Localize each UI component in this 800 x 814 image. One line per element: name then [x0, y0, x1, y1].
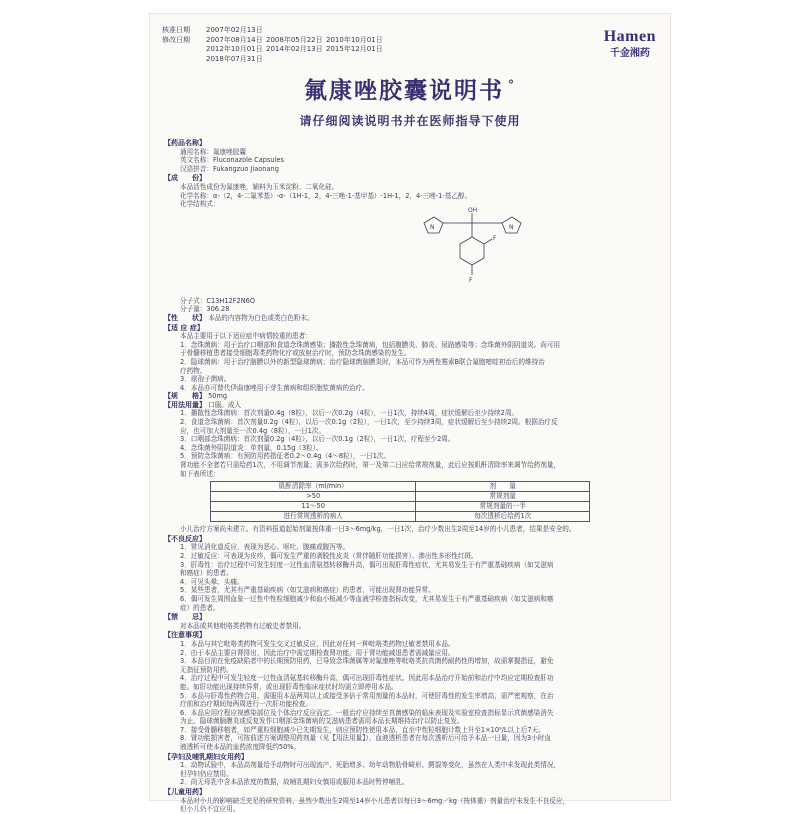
- revision-date: 2010年10月01日: [326, 35, 383, 44]
- adverse-line: 5．某些患者，尤其有严重基础疾病（如艾滋病和癌症）的患者，可能出现肾功能异常。: [180, 586, 435, 595]
- brand-name-en: Hamen: [603, 28, 656, 45]
- date-block: [162, 26, 386, 64]
- section-heading-character: 【性 状】: [164, 313, 206, 322]
- document-title: [150, 72, 670, 105]
- adverse-line: 6．偶可发生周围血象一过性中性粒细胞减少和血小板减少等血液学检查指标改变，尤其易发生于有严重基础疾病（如艾滋病和癌: [180, 594, 554, 603]
- brand-name-cn: 千金湘药: [609, 48, 650, 59]
- precaution-line: 无指征预防用药。: [180, 665, 233, 674]
- drug-name-line: 汉语拼音：Fukangzuo Jiaonang: [180, 164, 279, 173]
- revision-date: 2014年02月13日: [266, 45, 323, 53]
- table-header-cell: 肌酐清除率（ml/min）: [211, 482, 416, 492]
- precaution-line: 能。如肝功能出现持续异常，或出现肝毒性临床症状时均需立即停用本品。: [180, 682, 398, 691]
- section-heading-adverse: 【不良反应】: [164, 534, 206, 543]
- dosage-line: 5．预防念珠菌病：有预防用药指征者0.2～0.4g（4～8粒），一日1次。: [180, 452, 391, 461]
- dosage-line: 应，也可加大剂量至一次0.4g（8粒），一日1次。: [180, 426, 326, 435]
- structure-formula: [180, 206, 656, 297]
- precaution-line: 2．由于本品主要自肾排出，因此治疗中需定期检查肾功能。用于肾功能减退患者需减量应用。: [180, 648, 455, 657]
- revision-date: 2018年07月31日: [206, 54, 263, 63]
- section-heading-pediatric: 【儿童用药】: [164, 788, 206, 797]
- composition-line: 化学名称：α-（2，4-二氟苯基）-α-（1H-1，2，4-三唑-1-基甲基）-1H-1，2，4-三唑-1-基乙醇。: [180, 191, 472, 200]
- composition-line: 化学结构式：: [180, 200, 220, 209]
- revision-date: 2007年08月14日: [206, 35, 263, 44]
- molecular-weight: 分子量：306.28: [180, 305, 230, 314]
- section-heading-specification: 【规 格】: [164, 392, 206, 401]
- specification-row: [164, 392, 656, 401]
- pregnancy-line: 但孕妇仍应禁用。: [180, 769, 233, 778]
- table-header-cell: 剂 量: [416, 482, 590, 492]
- precaution-line: 3．本品目前在免疫缺陷者中的长期预防用药，已导致念珠菌属等对氟康唑等吡咯类抗真菌药耐药性的增加，故需掌握指征，避免: [180, 657, 554, 666]
- table-cell: 11～50: [211, 502, 416, 512]
- approval-date: 2007年02月13日: [206, 26, 263, 34]
- brand-logo: [604, 28, 656, 59]
- atom-label: F: [469, 276, 473, 284]
- dosage-line: 肾功能不全者若只需给药1次，不用调节剂量；需多次给药时，第一及第二日应给常规剂量，此后应按肌酐清除率来调节给药剂量，: [180, 461, 561, 470]
- adverse-line: 和癌症）的患者。: [180, 569, 233, 578]
- precaution-line: 7．接受骨髓移植者，如严重粒细胞减少已先期发生，则应预防性使用本品，直至中性粒细胞计数上升至1×10⁹/L以上后7天。: [180, 725, 545, 734]
- dosage-line: 1．播散性念珠菌病：首次剂量0.4g（8粒），以后一次0.2g（4粒），一日1次，持续4周，症状缓解后至少持续2周。: [180, 409, 519, 418]
- dosage-line: 2．食道念珠菌病：首次剂量0.2g（4粒），以后一次0.1g（2粒），一日1次，至少持续3周，症状缓解后至少持续2周。根据治疗反: [180, 418, 558, 427]
- adverse-line: 2．过敏反应：可表现为皮疹，偶可发生严重的剥脱性皮炎（常伴随肝功能损害）、渗出性多形性红斑。: [180, 552, 478, 560]
- table-row: [211, 492, 590, 502]
- table-cell: 每次透析后给药1次: [416, 512, 590, 522]
- molecular-formula: 分子式：C13H12F2N6O: [180, 296, 256, 305]
- section-heading-composition: 【成 份】: [164, 174, 206, 183]
- title-mark: °: [508, 78, 516, 93]
- specification-text: 50mg: [208, 392, 228, 401]
- dosage-lead: 口服。成人: [208, 400, 242, 409]
- dosage-line: 如下表所述：: [180, 469, 220, 478]
- indication-line: 本品主要用于以下适应症中病情较重的患者：: [180, 332, 312, 341]
- revision-label: 修改日期: [162, 35, 190, 44]
- table-header-row: [211, 482, 590, 492]
- character-row: [164, 314, 656, 323]
- pediatric-line: 但小儿仍不宜应用。: [180, 805, 240, 814]
- title-text: 氟康唑胶囊说明书: [304, 78, 504, 104]
- table-cell: 常规剂量的一半: [416, 502, 590, 512]
- document-subtitle: 请仔细阅读说明书并在医师指导下使用: [299, 114, 521, 128]
- atom-label: F: [493, 234, 497, 242]
- precaution-line: 疗前和治疗期间每两周进行一次肝功能检查。: [180, 700, 312, 709]
- indication-line: 4．本品亦可替代伊曲康唑用于芽生菌病和组织胞浆菌病的治疗。: [180, 383, 369, 392]
- renal-dose-table: [210, 481, 590, 522]
- adverse-line: 1．常见消化道反应，表现为恶心、呕吐、腹痛或腹泻等。: [180, 543, 350, 552]
- structure-diagram: [410, 206, 560, 297]
- character-text: 本品的内容物为白色或类白色粉末。: [208, 313, 314, 322]
- dosage-line: 4．念珠菌外阴阴道炎：单剂量，0.15g（3粒）。: [180, 443, 323, 452]
- approval-label: 核准日期: [162, 26, 190, 34]
- precaution-line: 液透析可使本品的血药浓度降低约50%。: [180, 743, 301, 752]
- adverse-line: 3．肝毒性：治疗过程中可发生轻度一过性血清氨基转移酶升高，偶可出现肝毒性症状，尤其易发生于有严重基础疾病（如艾滋病: [180, 560, 554, 569]
- atom-label: N: [509, 223, 514, 231]
- precaution-line: 4．治疗过程中可发生轻度一过性血清氨基转移酶升高，偶可出现肝毒性症状。因此用本品治疗开始前和治疗中均应定期检查肝功: [180, 674, 554, 683]
- section-heading-indications: 【适 应 症】: [164, 323, 204, 332]
- leaflet-paper: [150, 14, 670, 814]
- table-cell: 常规剂量: [416, 492, 590, 502]
- precaution-line: 1．本品与其它吡咯类药物可发生交叉过敏反应，因此对任何一种吡咯类药物过敏者禁用本品。: [180, 639, 455, 648]
- precaution-line: 6．本品应用疗程应视感染部位及个体治疗反应而定。一般治疗应持续至真菌感染的临床表现及实验室检查指标显示真菌感染消失: [180, 708, 554, 717]
- pediatric-line: 本品对小儿的影响缺乏充足的研究资料，虽然少数出生2周至14岁小儿患者以每日3～6mg／kg（按体重）剂量治疗未发生不良反应，: [180, 796, 570, 805]
- drug-name-line: 通用名称：氟康唑胶囊: [180, 147, 246, 156]
- indication-line: 2．隐球菌病：用于治疗脑膜以外的新型隐球菌病；治疗隐球菌脑膜炎时，本品可作为两性霉素B联合氟胞嘧啶初治后的维持治: [180, 357, 545, 366]
- section-heading-drug-name: 【药品名称】: [164, 139, 206, 147]
- composition-line: 本品活性成份为氟康唑，辅料为玉米淀粉、二氧化硅。: [180, 182, 339, 191]
- section-heading-dosage: 【用法用量】: [164, 400, 206, 409]
- precaution-line: 为止。隐球菌脑膜炎或反复发作口咽部念珠菌病的艾滋病患者需用本品长期维持治疗以防止复发。: [180, 717, 464, 726]
- pediatric-dose-line: 小儿治疗方案尚未建立。有资料报道起始剂量按体重一日3～6mg/kg，一日1次，治疗少数出生2周至14岁的小儿患者，结果是安全的。: [180, 525, 576, 534]
- precaution-line: 8．肾功能损害者，可按前述方案调整用药剂量（见【用法用量】），血液透析患者在每次透析后可给予本品一日量，因为3小时血: [180, 734, 552, 743]
- revision-date: 2008年05月22日: [266, 35, 323, 44]
- atom-label: OH: [468, 206, 478, 214]
- leaflet-content: [164, 138, 656, 814]
- table-cell: >50: [211, 492, 416, 502]
- adverse-line: 4．可见头晕、头痛。: [180, 577, 244, 586]
- indication-line: 疗药物。: [180, 366, 207, 375]
- pregnancy-line: 1．动物试验中，本品高剂量给予动物时可出现流产、死胎增多、幼年动物肋骨畸形、腭裂等变化，虽然在人类中未发现此类情况，: [180, 761, 561, 770]
- table-cell: 进行常规透析的病人: [211, 512, 416, 522]
- precaution-line: 5．本品与肝毒性药物合用、需服用本品两周以上或接受多倍于常用剂量的本品时，可使肝毒性的发生率增高，需严密观察，在治: [180, 691, 554, 700]
- table-row: [211, 502, 590, 512]
- revision-date: 2015年12月01日: [326, 45, 383, 53]
- indication-line: 于骨髓移植患者接受细胞毒类药物化疗或放射治疗时，预防念珠菌感染的发生。: [180, 349, 411, 358]
- section-heading-precautions: 【注意事项】: [164, 631, 206, 640]
- atom-label: N: [430, 223, 435, 231]
- table-row: [211, 512, 590, 522]
- indication-line: 1．念珠菌病：用于治疗口咽部和食道念珠菌感染；播散性念珠菌病，包括腹膜炎、肺炎、尿路感染等；念珠菌外阴阴道炎。尚可用: [180, 340, 561, 349]
- contraindication-text: 对本品或其他吡咯类药物有过敏史者禁用。: [180, 621, 306, 630]
- section-heading-contraindications: 【禁 忌】: [164, 613, 206, 622]
- drug-name-line: 英文名称：Fluconazole Capsules: [180, 156, 284, 165]
- revision-date: 2012年10月01日: [206, 45, 263, 53]
- dosage-line: 3．口咽部念珠菌病：首次剂量0.2g（4粒），以后一次0.1g（2粒），一日1次，疗程至少2周。: [180, 435, 455, 444]
- section-heading-pregnancy: 【孕妇及哺乳期妇女用药】: [164, 752, 248, 761]
- indication-line: 3．球孢子菌病。: [180, 375, 231, 384]
- adverse-line: 症）的患者。: [180, 603, 220, 612]
- pregnancy-line: 2．尚无母乳中含本品浓度的数据，故哺乳期妇女慎用或服用本品时暂停哺乳。: [180, 778, 409, 787]
